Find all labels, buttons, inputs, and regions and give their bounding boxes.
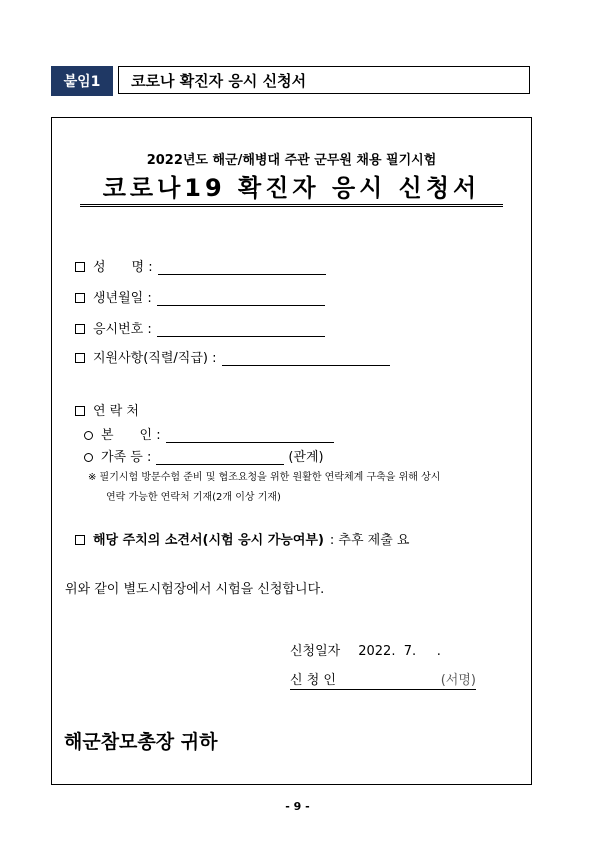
field-position <box>75 347 390 366</box>
field-name <box>75 256 326 275</box>
applicant-label: 신 청 인 <box>290 673 336 688</box>
contact-family <box>84 446 324 465</box>
contact-family-input[interactable] <box>156 450 284 465</box>
field-exam-number-input[interactable] <box>157 322 325 337</box>
contact-note-2: 연락 가능한 연락처 기재(2개 이상 기재) <box>106 492 281 503</box>
contact-relation-label: (관계) <box>288 450 324 465</box>
addressee: 해군참모총장 귀하 <box>64 731 218 753</box>
contact-section <box>75 400 139 419</box>
form-title: 코로나19 확진자 응시 신청서 <box>80 168 503 207</box>
contact-family-label: 가족 등 : <box>101 450 152 465</box>
signature-placeholder[interactable]: (서명) <box>440 673 476 688</box>
field-exam-number-label: 응시번호 : <box>93 322 152 337</box>
statement <box>65 578 324 597</box>
checkbox-square-icon <box>75 262 85 272</box>
opinion-label: 해당 주치의 소견서(시험 응시 가능여부) <box>93 533 324 548</box>
checkbox-square-icon <box>75 293 85 303</box>
field-name-label: 성 명 : <box>93 260 153 275</box>
statement-text: 위와 같이 별도시험장에서 시험을 신청합니다. <box>65 582 325 597</box>
application-date <box>290 640 441 659</box>
checkbox-square-icon <box>75 535 85 545</box>
header-title <box>118 66 530 94</box>
checkbox-square-icon <box>75 324 85 334</box>
bullet-circle-icon <box>84 453 93 462</box>
applicant-row <box>290 669 476 690</box>
attachment-badge: 붙임1 <box>51 66 113 96</box>
form-subtitle: 2022년도 해군/해병대 주관 군무원 채용 필기시험 <box>146 153 437 168</box>
field-exam-number <box>75 318 325 337</box>
field-birthdate <box>75 287 325 306</box>
date-value: 2022. 7. . <box>358 644 441 659</box>
field-birthdate-label: 생년월일 : <box>93 291 152 306</box>
contact-self-label: 본 인 : <box>101 428 161 443</box>
header-title-text: 코로나 확진자 응시 신청서 <box>131 71 307 90</box>
checkbox-square-icon <box>75 406 85 416</box>
contact-self-input[interactable] <box>166 428 334 443</box>
field-birthdate-input[interactable] <box>157 291 325 306</box>
field-name-input[interactable] <box>158 260 326 275</box>
field-position-input[interactable] <box>222 351 390 366</box>
date-label: 신청일자 <box>290 644 341 659</box>
contact-note-1: ※ 필기시험 방문수험 준비 및 협조요청을 위한 원활한 연락체계 구축을 위해 상시 <box>88 472 441 483</box>
contact-label: 연 락 처 <box>93 404 139 419</box>
opinion-value: : 추후 제출 요 <box>329 533 410 548</box>
field-position-label: 지원사항(직렬/직급) : <box>93 351 217 366</box>
opinion-row <box>75 529 410 548</box>
contact-self <box>84 424 334 443</box>
page-number: - 9 - <box>285 800 310 813</box>
bullet-circle-icon <box>84 431 93 440</box>
checkbox-square-icon <box>75 353 85 363</box>
